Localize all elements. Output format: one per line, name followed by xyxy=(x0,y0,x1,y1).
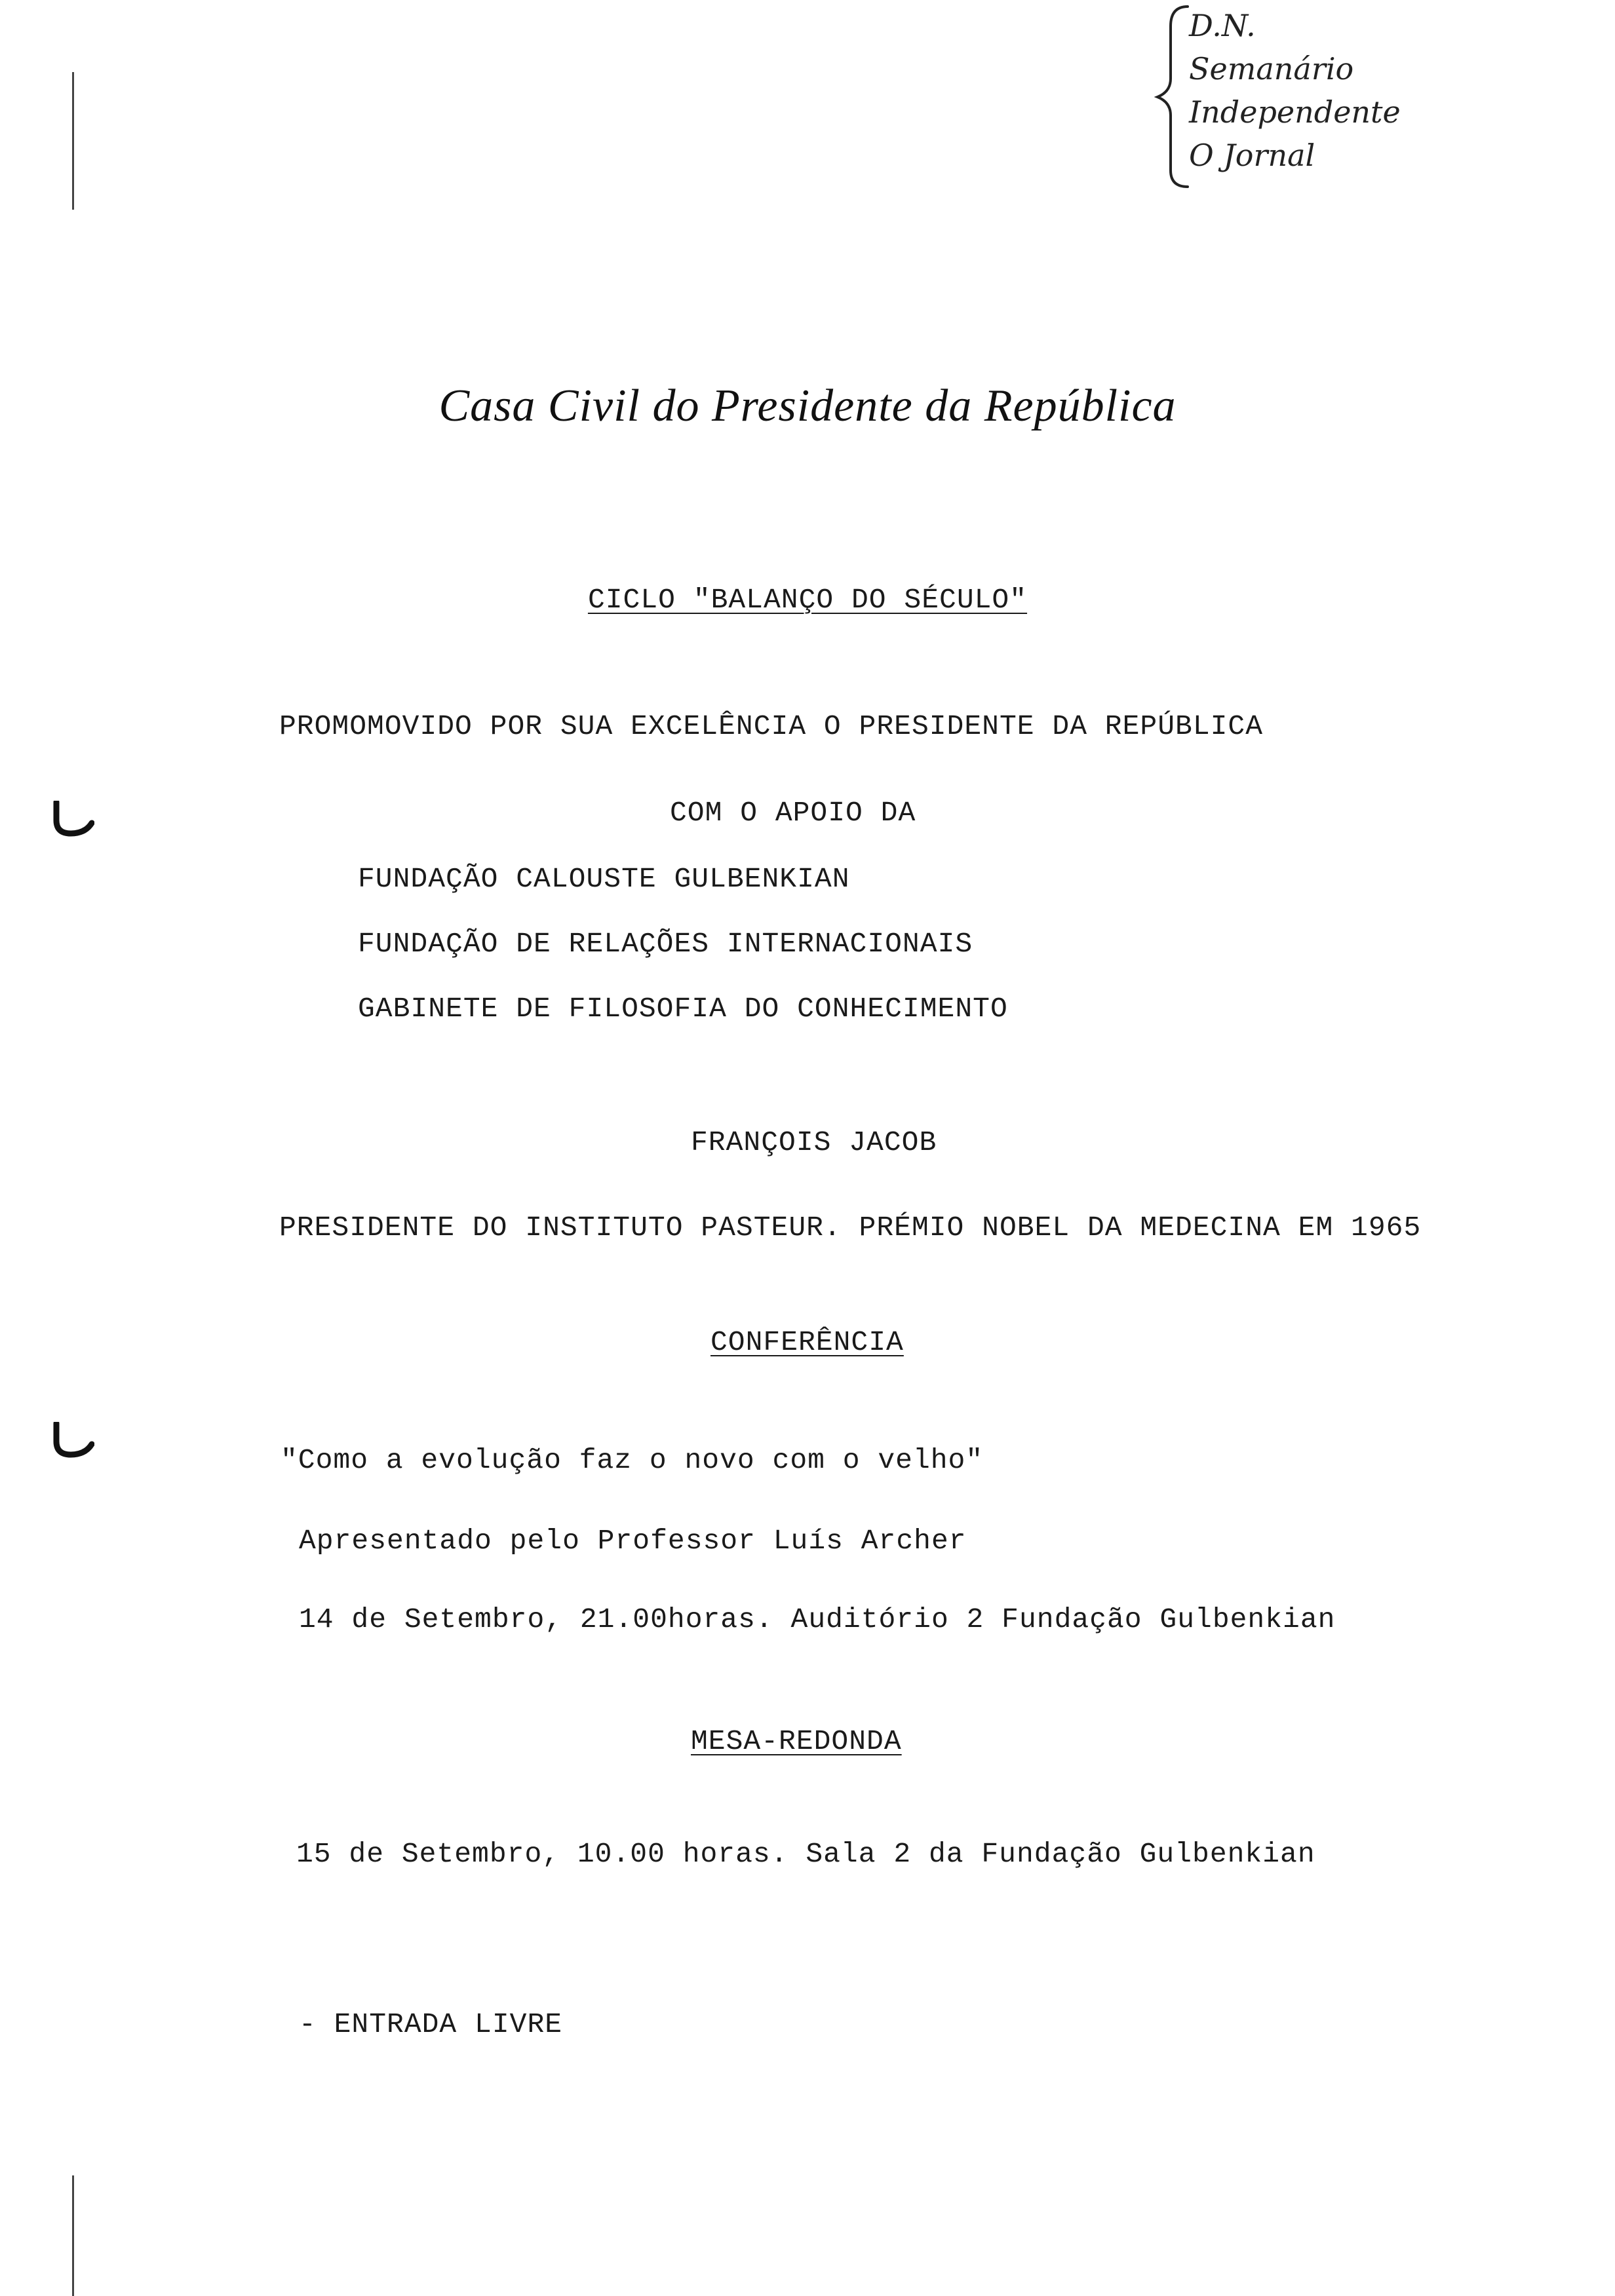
brace-mark xyxy=(1148,0,1194,197)
round-table-schedule: 15 de Setembro, 10.00 horas. Sala 2 da Fundação Gulbenkian xyxy=(296,1838,1315,1870)
binding-margin-line xyxy=(72,72,74,210)
handwritten-line: Independente xyxy=(1189,94,1401,130)
entry-note: - ENTRADA LIVRE xyxy=(299,2008,563,2040)
supporter-item: FUNDAÇÃO CALOUSTE GULBENKIAN xyxy=(358,863,850,895)
punch-hole-mark xyxy=(45,801,94,837)
conference-heading: CONFERÊNCIA xyxy=(710,1326,904,1358)
conference-presenter: Apresentado pelo Professor Luís Archer xyxy=(299,1525,967,1557)
handwritten-line: Semanário xyxy=(1189,51,1354,86)
handwritten-line: D.N. xyxy=(1189,8,1256,43)
conference-schedule: 14 de Setembro, 21.00horas. Auditório 2 Fundação Gulbenkian xyxy=(299,1603,1336,1636)
speaker-name: FRANÇOIS JACOB xyxy=(691,1126,937,1158)
supporter-item: FUNDAÇÃO DE RELAÇÕES INTERNACIONAIS xyxy=(358,928,973,960)
handwritten-line: O Jornal xyxy=(1189,138,1315,173)
supporter-item: GABINETE DE FILOSOFIA DO CONHECIMENTO xyxy=(358,993,1008,1025)
speaker-description: PRESIDENTE DO INSTITUTO PASTEUR. PRÉMIO NOBEL DA MEDECINA EM 1965 xyxy=(279,1212,1422,1244)
binding-margin-line xyxy=(72,2175,74,2296)
support-intro: COM O APOIO DA xyxy=(670,797,916,829)
promoted-by-line: PROMOMOVIDO POR SUA EXCELÊNCIA O PRESIDENTE DA REPÚBLICA xyxy=(279,710,1264,742)
letterhead: Casa Civil do Presidente da República xyxy=(438,381,1177,431)
handwritten-distribution-note xyxy=(1148,0,1424,197)
round-table-heading: MESA-REDONDA xyxy=(691,1725,902,1757)
punch-hole-mark xyxy=(45,1422,94,1459)
document-title: CICLO "BALANÇO DO SÉCULO" xyxy=(587,584,1028,616)
conference-title: "Como a evolução faz o novo com o velho" xyxy=(281,1444,984,1476)
